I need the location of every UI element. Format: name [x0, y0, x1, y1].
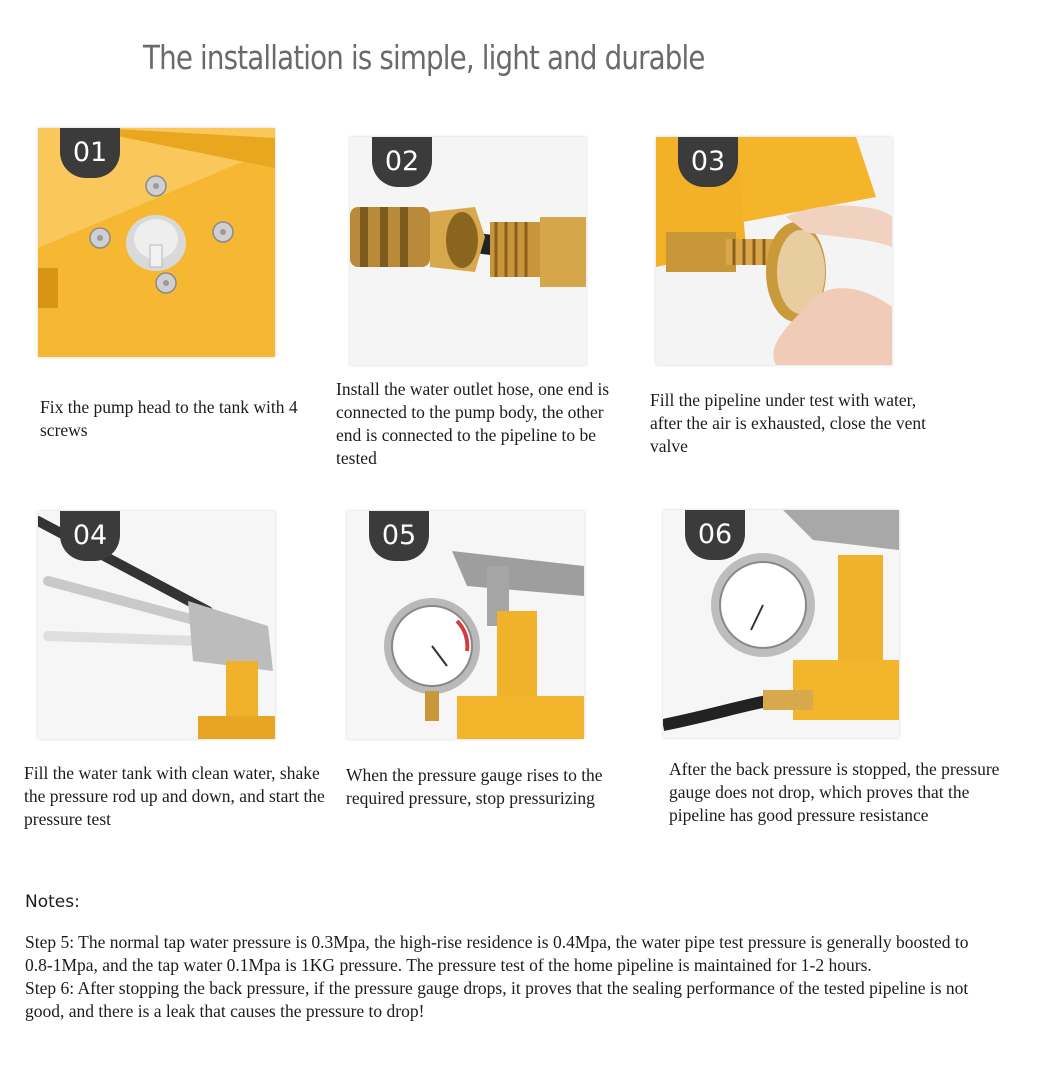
step-05-caption: When the pressure gauge rises to the required pressure, stop pressurizing — [346, 765, 603, 808]
step-05-photo — [347, 511, 584, 739]
step-badge: 05 — [369, 511, 429, 561]
note-step-6: Step 6: After stopping the back pressure, if the pressure gauge drops, it proves that the sealing performance of the tested pipeline is not good, and there is a leak that causes the pressure to drop! — [25, 978, 969, 1021]
step-06-caption: After the back pressure is stopped, the pressure gauge does not drop, which proves that the pipeline has good pressure resistance — [669, 759, 1000, 825]
step-06-photo — [663, 510, 899, 738]
step-badge: 04 — [60, 511, 120, 561]
step-badge: 02 — [372, 137, 432, 187]
step-03-caption: Fill the pipeline under test with water, after the air is exhausted, close the vent valve — [650, 390, 927, 456]
step-04-caption: Fill the water tank with clean water, shake the pressure rod up and down, and start the pressure test — [24, 763, 325, 829]
step-badge: 06 — [685, 510, 745, 560]
step-02-caption: Install the water outlet hose, one end is connected to the pump body, the other end is connected to the pipeline to be tested — [336, 379, 610, 468]
step-badge: 03 — [678, 137, 738, 187]
note-step-5: Step 5: The normal tap water pressure is 0.3Mpa, the high-rise residence is 0.4Mpa, the water pipe test pressure is generally boosted to 0.8-1Mpa, and the tap water 0.1Mpa is 1KG pressure. The pressure test of the home pipeline is maintained for 1-2 hours. — [25, 932, 969, 975]
step-badge: 01 — [60, 128, 120, 178]
notes-heading: Notes: — [25, 892, 80, 912]
step-02-photo — [350, 137, 586, 365]
notes-body — [25, 931, 985, 1023]
step-01-caption: Fix the pump head to the tank with 4 screws — [40, 397, 298, 440]
step-01-photo — [38, 128, 275, 357]
page-title: The installation is simple, light and durable — [143, 38, 705, 77]
step-03-photo — [656, 137, 892, 365]
step-04-photo — [38, 511, 275, 739]
